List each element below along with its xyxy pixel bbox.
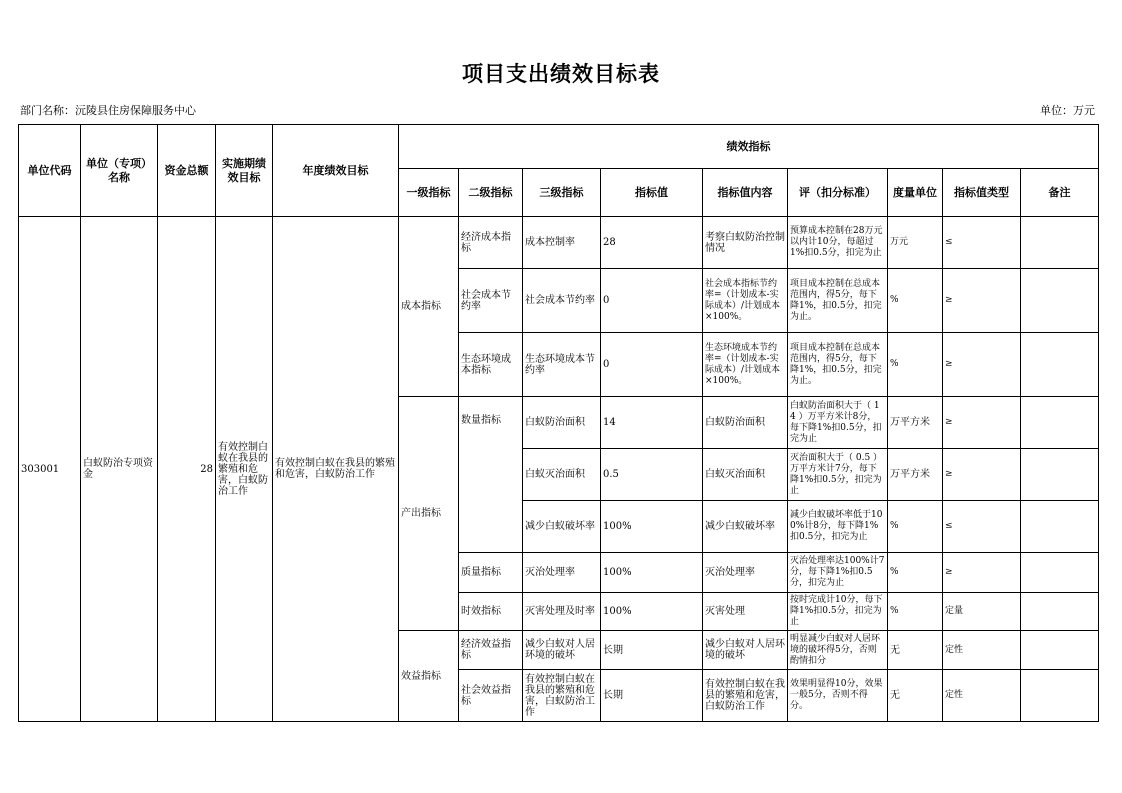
type-cell: ≥	[943, 333, 1021, 397]
project-name: 白蚁防治专项资金	[81, 217, 158, 722]
score-cell: 白蚁防治面积大于（ 14 ）万平方米计8分，每下降1%扣0.5分，扣完为止	[788, 397, 888, 449]
unit-cell: %	[888, 333, 943, 397]
value-cell: 长期	[601, 631, 703, 670]
unit-cell: %	[888, 501, 943, 553]
unit-cell: 万平方米	[888, 449, 943, 501]
l2-quality: 质量指标	[459, 553, 523, 593]
l3-cell: 灭治处理率	[523, 553, 601, 593]
table-row	[19, 217, 1099, 269]
type-cell: 定性	[943, 670, 1021, 722]
l3-cell: 减少白蚁对人居环境的破坏	[523, 631, 601, 670]
l3-cell: 生态环境成本节约率	[523, 333, 601, 397]
value-cell: 100%	[601, 501, 703, 553]
note-cell	[1021, 553, 1099, 593]
l3-cell: 社会成本节约率	[523, 269, 601, 333]
col-unit: 度量单位	[888, 169, 943, 217]
l2-social-benefit: 社会效益指标	[459, 670, 523, 722]
performance-table	[18, 124, 1099, 722]
l3-cell: 白蚁防治面积	[523, 397, 601, 449]
l2-econ-cost: 经济成本指标	[459, 217, 523, 269]
col-l2: 二级指标	[459, 169, 523, 217]
unit-cell: 万平方米	[888, 397, 943, 449]
col-fund: 资金总额	[158, 125, 216, 217]
score-cell: 灭治处理率达100%计7分，每下降1%扣0.5分，扣完为止	[788, 553, 888, 593]
note-cell	[1021, 501, 1099, 553]
content-cell: 灭治处理率	[703, 553, 788, 593]
type-cell: 定性	[943, 631, 1021, 670]
annual-goal: 有效控制白蚁在我县的繁殖和危害，白蚁防治工作	[273, 217, 399, 722]
content-cell: 有效控制白蚁在我县的繁殖和危害，白蚁防治工作	[703, 670, 788, 722]
type-cell: 定量	[943, 593, 1021, 631]
unit-cell: %	[888, 269, 943, 333]
content-cell: 减少白蚁破坏率	[703, 501, 788, 553]
value-cell: 100%	[601, 553, 703, 593]
col-period-goal: 实施期绩效目标	[216, 125, 273, 217]
l3-cell: 成本控制率	[523, 217, 601, 269]
value-cell: 14	[601, 397, 703, 449]
l2-quantity: 数量指标	[459, 397, 523, 553]
col-annual-goal: 年度绩效目标	[273, 125, 399, 217]
l2-eco-cost: 生态环境成本指标	[459, 333, 523, 397]
type-cell: ≥	[943, 397, 1021, 449]
department-name: 部门名称：沅陵县住房保障服务中心	[20, 104, 196, 117]
content-cell: 考察白蚁防治控制情况	[703, 217, 788, 269]
note-cell	[1021, 397, 1099, 449]
page-title: 项目支出绩效目标表	[462, 61, 660, 86]
value-cell: 0	[601, 333, 703, 397]
col-vtype: 指标值类型	[943, 169, 1021, 217]
type-cell: ≥	[943, 449, 1021, 501]
unit-cell: %	[888, 553, 943, 593]
content-cell: 减少白蚁对人居环境的破坏	[703, 631, 788, 670]
header-row-1	[19, 125, 1099, 169]
l1-output: 产出指标	[399, 397, 459, 631]
value-cell: 0	[601, 269, 703, 333]
score-cell: 效果明显得10分，效果一般5分，否则不得分。	[788, 670, 888, 722]
fund-total: 28	[158, 217, 216, 722]
score-cell: 预算成本控制在28万元以内计10分，每超过1%扣0.5分，扣完为止	[788, 217, 888, 269]
note-cell	[1021, 269, 1099, 333]
value-cell: 100%	[601, 593, 703, 631]
period-goal: 有效控制白蚁在我县的繁殖和危害，白蚁防治工作	[216, 217, 273, 722]
type-cell: ≤	[943, 501, 1021, 553]
value-cell: 28	[601, 217, 703, 269]
l2-time: 时效指标	[459, 593, 523, 631]
l1-cost: 成本指标	[399, 217, 459, 397]
score-cell: 减少白蚁破坏率低于100%计8分，每下降1%扣0.5分，扣完为止	[788, 501, 888, 553]
col-content: 指标值内容	[703, 169, 788, 217]
col-score: 评（扣分标准）	[788, 169, 888, 217]
l3-cell: 灭害处理及时率	[523, 593, 601, 631]
col-value: 指标值	[601, 169, 703, 217]
l1-benefit: 效益指标	[399, 631, 459, 722]
value-cell: 长期	[601, 670, 703, 722]
type-cell: ≥	[943, 269, 1021, 333]
value-cell: 0.5	[601, 449, 703, 501]
note-cell	[1021, 333, 1099, 397]
col-l1: 一级指标	[399, 169, 459, 217]
col-name: 单位（专项）名称	[81, 125, 158, 217]
l3-cell: 白蚁灭治面积	[523, 449, 601, 501]
currency-unit: 单位：万元	[1040, 104, 1095, 117]
content-cell: 灭害处理	[703, 593, 788, 631]
l3-cell: 减少白蚁破坏率	[523, 501, 601, 553]
l2-social-cost: 社会成本节约率	[459, 269, 523, 333]
note-cell	[1021, 631, 1099, 670]
col-perf: 绩效指标	[399, 125, 1099, 169]
unit-cell: 万元	[888, 217, 943, 269]
content-cell: 白蚁防治面积	[703, 397, 788, 449]
type-cell: ≤	[943, 217, 1021, 269]
note-cell	[1021, 593, 1099, 631]
content-cell: 生态环境成本节约率=（计划成本-实际成本）/计划成本×100%。	[703, 333, 788, 397]
note-cell	[1021, 670, 1099, 722]
unit-code: 303001	[19, 217, 81, 722]
l3-cell: 有效控制白蚁在我县的繁殖和危害，白蚁防治工作	[523, 670, 601, 722]
unit-cell: 无	[888, 631, 943, 670]
score-cell: 项目成本控制在总成本范围内，得5分，每下降1%，扣0.5分，扣完为止。	[788, 269, 888, 333]
unit-cell: 无	[888, 670, 943, 722]
note-cell	[1021, 217, 1099, 269]
content-cell: 白蚁灭治面积	[703, 449, 788, 501]
col-l3: 三级指标	[523, 169, 601, 217]
col-note: 备注	[1021, 169, 1099, 217]
score-cell: 按时完成计10分，每下降1%扣0.5分，扣完为止	[788, 593, 888, 631]
note-cell	[1021, 449, 1099, 501]
l2-econ-benefit: 经济效益指标	[459, 631, 523, 670]
col-code: 单位代码	[19, 125, 81, 217]
score-cell: 灭治面积大于（ 0.5 ）万平方米计7分，每下降1%扣0.5分，扣完为止	[788, 449, 888, 501]
score-cell: 项目成本控制在总成本范围内，得5分，每下降1%，扣0.5分，扣完为止。	[788, 333, 888, 397]
unit-cell: %	[888, 593, 943, 631]
type-cell: ≥	[943, 553, 1021, 593]
content-cell: 社会成本指标节约率=（计划成本-实际成本）/计划成本×100%。	[703, 269, 788, 333]
score-cell: 明显减少白蚁对人居环境的破坏得5分，否则酌情扣分	[788, 631, 888, 670]
